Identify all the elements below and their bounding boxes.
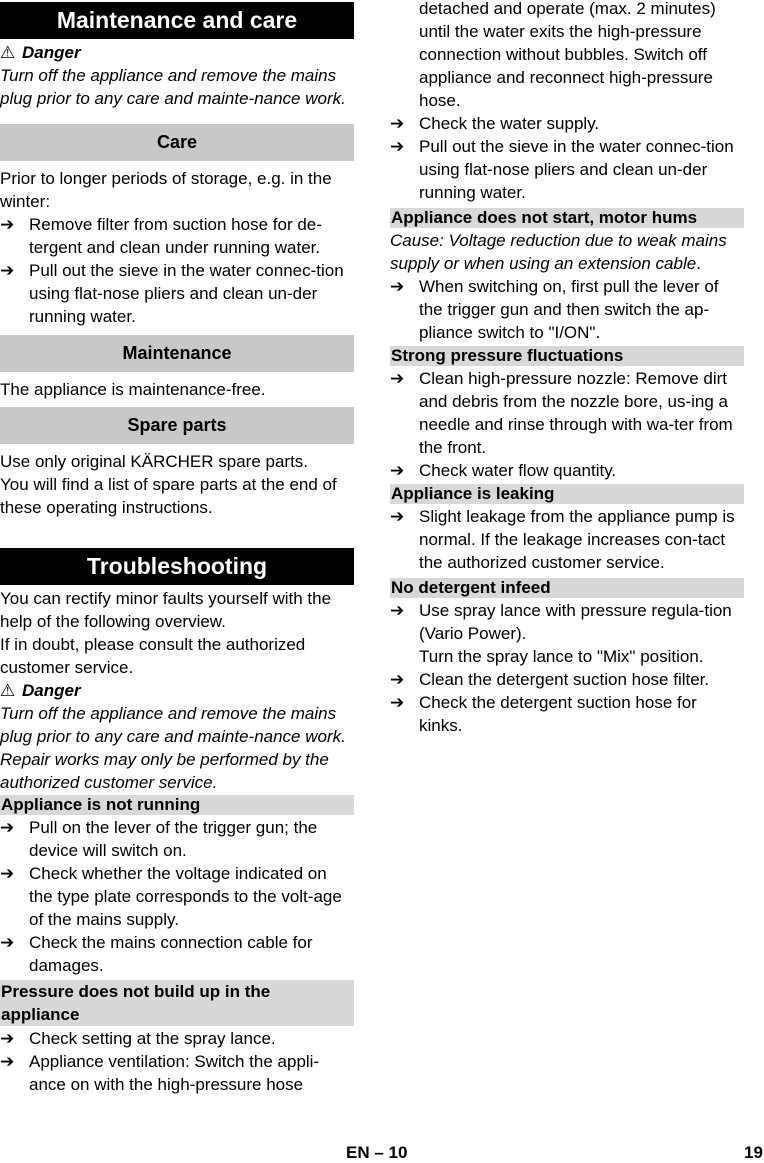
danger-title [0, 41, 354, 64]
list-item-text: Appliance ventilation: Switch the appli-ance on with the high-pressure hose [29, 1052, 320, 1094]
list-item [390, 135, 744, 204]
list-item-text: Check the mains connection cable for damages. [29, 933, 313, 975]
list-item-text: When switching on, first pull the lever of the trigger gun and then switch the ap-pliance switch to "I/ON". [419, 277, 719, 342]
list-item-text: Check water flow quantity. [419, 461, 617, 480]
left-column [0, 2, 354, 1096]
fault-heading-fluctuations: Strong pressure fluctuations [390, 346, 744, 366]
arrow-right-icon: ➔ [0, 818, 15, 837]
arrow-right-icon: ➔ [0, 1029, 15, 1048]
arrow-right-icon: ➔ [0, 261, 15, 280]
leaking-list [390, 505, 744, 574]
arrow-right-icon: ➔ [390, 277, 405, 296]
pressure-list [0, 1027, 354, 1096]
troubleshooting-heading: Troubleshooting [0, 548, 354, 585]
list-item [0, 1050, 354, 1096]
list-item-text: Pull on the lever of the trigger gun; the device will switch on. [29, 818, 318, 860]
arrow-right-icon: ➔ [0, 864, 15, 883]
cause-text-body: Cause: Voltage reduction due to weak mains supply or when using an extension cable [390, 231, 727, 273]
arrow-right-icon: ➔ [0, 1052, 15, 1071]
fault-heading-detergent: No detergent infeed [390, 578, 744, 598]
danger-text: Turn off the appliance and remove the mains plug prior to any care and mainte-nance work. [0, 66, 346, 108]
care-list [0, 213, 354, 328]
arrow-right-icon: ➔ [390, 114, 405, 133]
cause-text [390, 229, 744, 275]
fault-heading-pressure: Pressure does not build up in the appliance [0, 980, 354, 1026]
danger-text: Turn off the appliance and remove the mains plug prior to any care and mainte-nance work. [0, 704, 346, 746]
list-item [390, 112, 744, 135]
list-item [0, 816, 354, 862]
spare-parts-text-1: Use only original KÄRCHER spare parts. [0, 452, 309, 471]
list-item-text: Remove filter from suction hose for de-tergent and clean under running water. [29, 215, 322, 257]
care-intro: Prior to longer periods of storage, e.g. in the winter: [0, 169, 332, 211]
spare-parts-heading: Spare parts [0, 407, 354, 444]
footer-section-label: EN – 10 [346, 1143, 408, 1162]
warning-triangle-icon: ⚠ [0, 43, 16, 62]
list-item [390, 275, 744, 344]
list-item [0, 862, 354, 931]
danger-title-text: Danger [22, 43, 81, 62]
list-item-text: Check the detergent suction hose for kinks. [419, 693, 697, 735]
arrow-right-icon: ➔ [0, 933, 15, 952]
fluctuations-list [390, 367, 744, 482]
list-item [0, 213, 354, 259]
list-item-text: Check the water supply. [419, 114, 600, 133]
warning-triangle-icon: ⚠ [0, 681, 16, 700]
fault-heading-leaking: Appliance is leaking [390, 484, 744, 504]
arrow-right-icon: ➔ [0, 215, 15, 234]
list-item [390, 459, 744, 482]
arrow-right-icon: ➔ [390, 369, 405, 388]
troubleshooting-text-1: You can rectify minor faults yourself with the help of the following overview. [0, 589, 332, 631]
list-item-text-continued: Turn the spray lance to "Mix" position. [419, 647, 704, 666]
pressure-list-continued [390, 112, 744, 204]
list-item-text: Pull out the sieve in the water connec-tion using flat-nose pliers and clean un-der running water. [419, 137, 734, 202]
list-item-text: Check setting at the spray lance. [29, 1029, 276, 1048]
list-item [390, 599, 744, 668]
care-heading: Care [0, 124, 354, 161]
detergent-list [390, 599, 744, 737]
danger-title [0, 679, 354, 702]
page-number: 19 [744, 1143, 763, 1162]
fault-heading-motor-hums: Appliance does not start, motor hums [390, 208, 744, 228]
arrow-right-icon: ➔ [390, 670, 405, 689]
list-item [390, 691, 744, 737]
list-item-text: Pull out the sieve in the water connec-tion using flat-nose pliers and clean un-der running water. [29, 261, 344, 326]
list-item [390, 668, 744, 691]
maintenance-subheading: Maintenance [0, 335, 354, 372]
pressure-continued-text: detached and operate (max. 2 minutes) until the water exits the high-pressure connection without bubbles. Switch off appliance and reconnect high-pressure hose. [419, 0, 716, 110]
danger-title-text: Danger [22, 681, 81, 700]
list-item [0, 931, 354, 977]
spare-parts-text-2: You will find a list of spare parts at the end of these operating instructions. [0, 475, 337, 517]
not-running-list [0, 816, 354, 977]
arrow-right-icon: ➔ [390, 693, 405, 712]
list-item [390, 367, 744, 459]
arrow-right-icon: ➔ [390, 137, 405, 156]
list-item [0, 1027, 354, 1050]
list-item-text: Clean the detergent suction hose filter. [419, 670, 710, 689]
troubleshooting-text-2: If in doubt, please consult the authorized customer service. [0, 635, 306, 677]
list-item-text: Slight leakage from the appliance pump is normal. If the leakage increases con-tact the authorized customer service. [419, 507, 735, 572]
maintenance-heading: Maintenance and care [0, 2, 354, 39]
motor-hums-list [390, 275, 744, 344]
arrow-right-icon: ➔ [390, 507, 405, 526]
list-item-text: Clean high-pressure nozzle: Remove dirt and debris from the nozzle bore, us-ing a needle and rinse through with wa-ter from the front. [419, 369, 733, 457]
list-item-text: Check whether the voltage indicated on the type plate corresponds to the volt-age of the mains supply. [29, 864, 342, 929]
list-item [390, 505, 744, 574]
fault-heading-not-running: Appliance is not running [0, 795, 354, 815]
list-item [0, 259, 354, 328]
cause-text-end: . [696, 254, 701, 273]
arrow-right-icon: ➔ [390, 601, 405, 620]
list-item-text: Use spray lance with pressure regula-tion (Vario Power). [419, 601, 732, 643]
arrow-right-icon: ➔ [390, 461, 405, 480]
danger-text: Repair works may only be performed by the authorized customer service. [0, 750, 329, 792]
maintenance-text: The appliance is maintenance-free. [0, 380, 266, 399]
right-column [390, 0, 744, 737]
